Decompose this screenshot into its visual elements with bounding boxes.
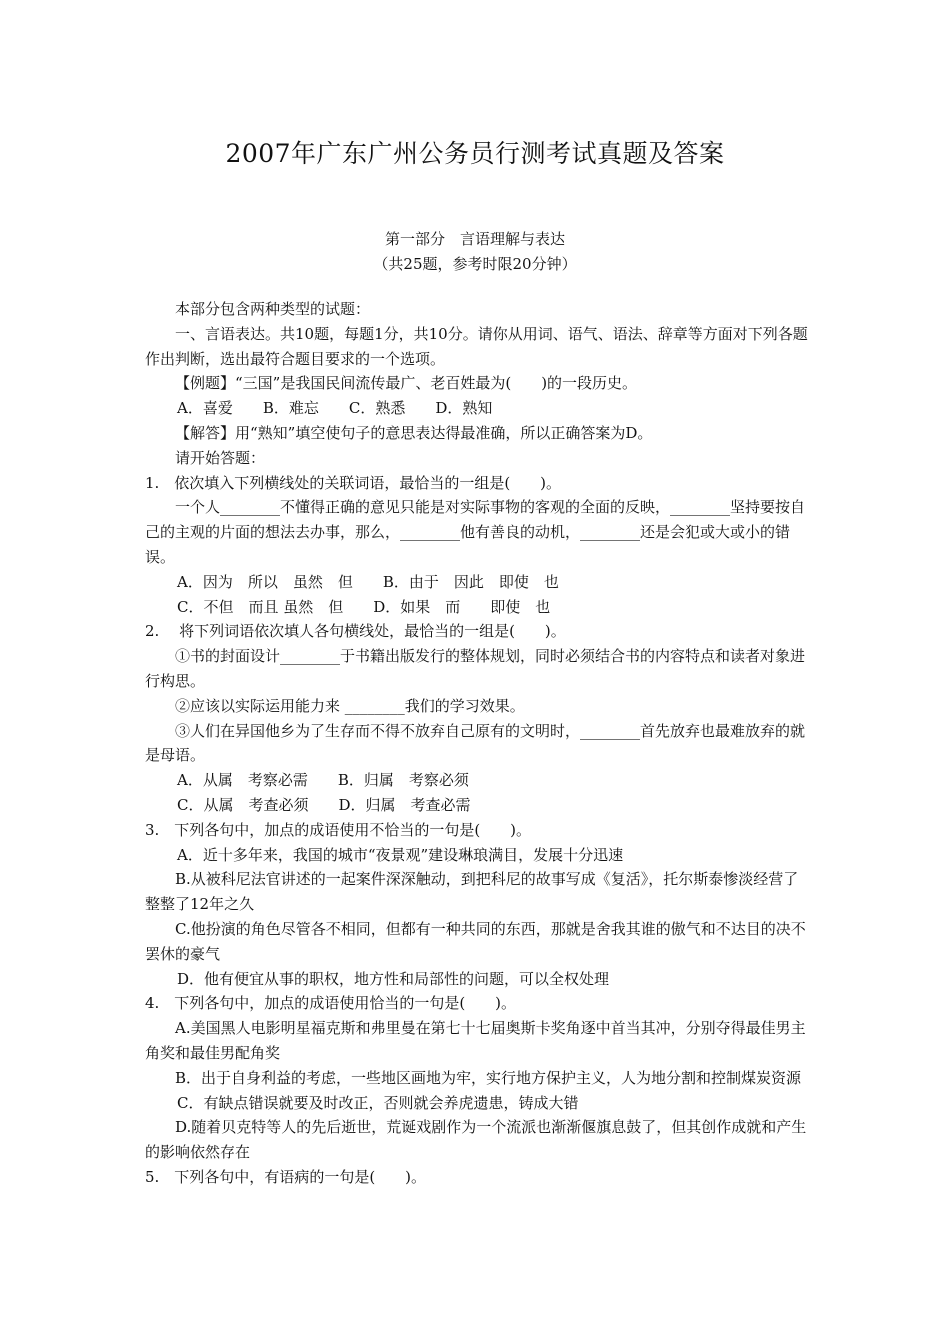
text-line: 【例题】“三国”是我国民间流传最广、老百姓最为( )的一段历史。 [175, 374, 638, 393]
text-line: B.从被科尼法官讲述的一起案件深深触动，到把科尼的故事写成《复活》，托尔斯泰惨淡经营了整整了12年之久 [145, 870, 799, 914]
text-line: D．他有便宜从事的职权，地方性和局部性的问题，可以全权处理 [177, 969, 610, 988]
text-line: 请开始答题： [175, 448, 266, 467]
text-line: 【解答】用“熟知”填空使句子的意思表达得最准确，所以正确答案为D。 [175, 423, 653, 442]
text-line: A．从属 考察必需 B．归属 考察必须 [177, 771, 469, 790]
text-line: C.他扮演的角色尽管各不相同，但都有一种共同的东西，那就是舍我其谁的傲气和不达目的决不罢休的豪气 [145, 919, 806, 963]
text-line: 2. 将下列词语依次填人各句横线处，最恰当的一组是( )。 [145, 622, 566, 641]
part-subtitle: （共25题，参考时限20分钟） [373, 255, 577, 273]
text-line: A．因为 所以 虽然 但 B．由于 因此 即使 也 [177, 572, 559, 591]
text-line: A.美国黑人电影明星福克斯和弗里曼在第七十七届奥斯卡奖角逐中首当其冲，分别夺得最佳男主角奖和最佳男配角奖 [145, 1019, 806, 1062]
text-line: A．近十多年来，我国的城市“夜景观”建设琳琅满目，发展十分迅速 [177, 845, 624, 864]
text-line: 5. 下列各句中，有语病的一句是( )。 [145, 1167, 427, 1186]
text-line: 一、言语表达。共10题，每题1分，共10分。请你从用词、语气、语法、辞章等方面对下列各题作出判断，选出最符合题目要求的一个选项。 [145, 324, 808, 368]
text-line: 3. 下列各句中，加点的成语使用不恰当的一句是( )。 [145, 820, 532, 839]
document-body [145, 297, 811, 1190]
text-line: 1. 依次填入下列横线处的关联词语，最恰当的一组是( )。 [145, 473, 562, 492]
document-title: 2007年广东广州公务员行测考试真题及答案 [225, 139, 725, 168]
text-line: C．不但 而且 虽然 但 D．如果 而 即使 也 [177, 597, 551, 616]
text-line: ①书的封面设计________于书籍出版发行的整体规划，同时必须结合书的内容特点和读者对象进行构思。 [145, 647, 806, 690]
text-line: 本部分包含两种类型的试题： [175, 300, 371, 318]
text-line: B．出于自身利益的考虑，一些地区画地为牢，实行地方保护主义，人为地分割和控制煤炭资源 [175, 1068, 802, 1087]
text-line: ②应该以实际运用能力来 ________我们的学习效果。 [175, 696, 525, 715]
part-title: 第一部分 言语理解与表达 [384, 230, 565, 248]
text-line: ③人们在异国他乡为了生存而不得不放弃自己原有的文明时，________首先放弃也最难放弃的就是母语。 [145, 721, 806, 765]
text-line: 4. 下列各句中，加点的成语使用恰当的一句是( )。 [145, 994, 517, 1013]
text-line: C．有缺点错误就要及时改正，否则就会养虎遗患，铸成大错 [177, 1093, 579, 1112]
text-line: C．从属 考查必须 D．归属 考查必需 [177, 795, 471, 814]
text-line: D.随着贝克特等人的先后逝世，荒诞戏剧作为一个流派也渐渐偃旗息鼓了，但其创作成就和产生的影响依然存在 [145, 1118, 807, 1162]
text-line: 一个人________不懂得正确的意见只能是对实际事物的客观的全面的反映，________坚持要按自己的主观的片面的想法去办事，那么，________他有善良的动机，________还是会犯或大或小的错误。 [145, 498, 806, 566]
text-line: A．喜爱 B．难忘 C．熟悉 D．熟知 [177, 399, 493, 418]
